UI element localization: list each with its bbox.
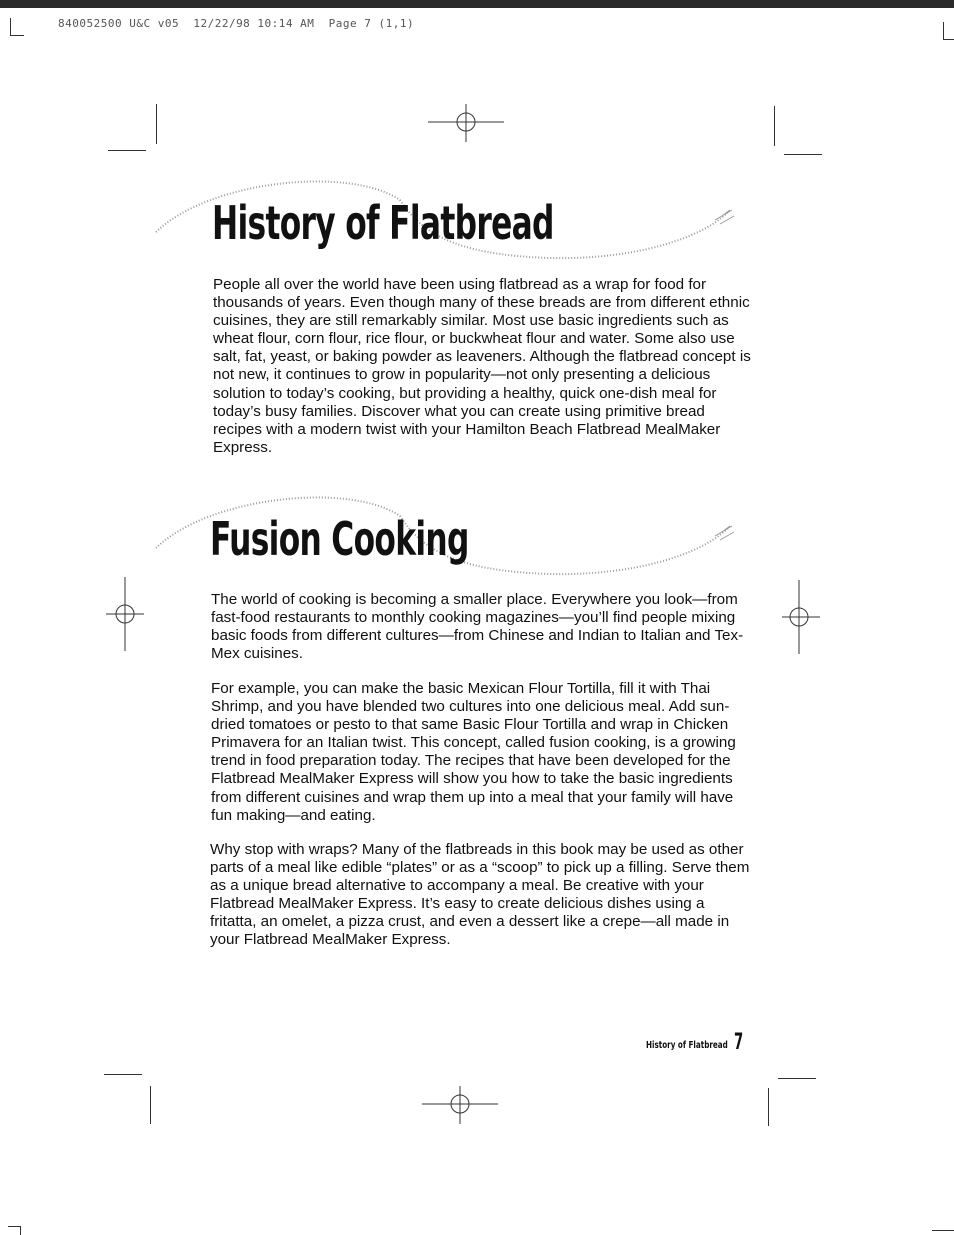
trim-mark [778, 1078, 816, 1079]
body-paragraph: People all over the world have been using flatbread as a wrap for food for thousands of years. Even though many of these breads are from different ethnic cuisines, they are still remarkably similar. Most use basic ingredients such as wheat flour, corn flour, rice flour, or buckwheat flour and water. Some also use salt, fat, yeast, or baking powder as leaveners. Although the flatbread concept is not new, it continues to grow in popularity—not only presenting a delicious solution to today’s cooking, but providing a healthy, quick one-dish meal for today’s busy families. Discover what you can create using primitive bread recipes with a modern twist with your Hamilton Beach Flatbread MealMaker Express. [213, 276, 751, 456]
registration-target-icon [426, 102, 506, 144]
trim-mark [104, 1074, 142, 1075]
page-number: 7 [734, 1030, 744, 1055]
body-paragraph: For example, you can make the basic Mexican Flour Tortilla, fill it with Thai Shrimp, and you have blended two cultures into one delicious meal. Add sun-dried tomatoes or pesto to that same Basic Flour Tortilla and wrap in Chicken Primavera for an Italian twist. This concept, called fusion cooking, is a growing trend in food preparation today. The recipes that have been developed for the Flatbread MealMaker Express will show you how to take the basic ingredients from different cuisines and wrap them up into a meal that your family will have fun making—and eating. [211, 680, 736, 824]
crop-mark-top-left [10, 18, 11, 36]
registration-target-icon [104, 575, 146, 653]
trim-mark [768, 1088, 769, 1126]
registration-target-icon [780, 578, 822, 656]
crop-mark-top-left [10, 35, 24, 36]
crop-mark-bottom-right [932, 1230, 954, 1231]
trim-mark [156, 104, 157, 144]
crop-mark-top-right [943, 22, 944, 40]
page-title: History of Flatbread [212, 196, 554, 250]
registration-target-icon [420, 1084, 500, 1126]
running-footer-label: History of Flatbread [646, 1040, 728, 1051]
crop-mark-top-right [943, 39, 954, 40]
crop-mark-bottom-left [20, 1226, 21, 1235]
trim-mark [150, 1086, 151, 1124]
top-edge-bar [0, 0, 954, 8]
body-paragraph: The world of cooking is becoming a smaller place. Everywhere you look—from fast-food restaurants to monthly cooking magazines—you’ll find people mixing basic foods from different cultures—from Chinese and Indian to Italian and Tex-Mex cuisines. [211, 591, 744, 663]
body-paragraph: Why stop with wraps? Many of the flatbreads in this book may be used as other parts of a meal like edible “plates” or as a “scoop” to pick up a filling. Serve them as a unique bread alternative to accompany a meal. Be creative with your Flatbread MealMaker Express. It’s easy to create delicious dishes using a fritatta, an omelet, a pizza crust, and even a dessert like a crepe—all made in your Flatbread MealMaker Express. [210, 841, 750, 949]
section-heading: Fusion Cooking [210, 512, 469, 566]
trim-mark [108, 150, 146, 151]
trim-mark [784, 154, 822, 155]
print-slug: 840052500 U&C v05 12/22/98 10:14 AM Page 7 (1,1) [58, 17, 415, 30]
crop-mark-bottom-left [8, 1226, 20, 1227]
trim-mark [774, 106, 775, 146]
